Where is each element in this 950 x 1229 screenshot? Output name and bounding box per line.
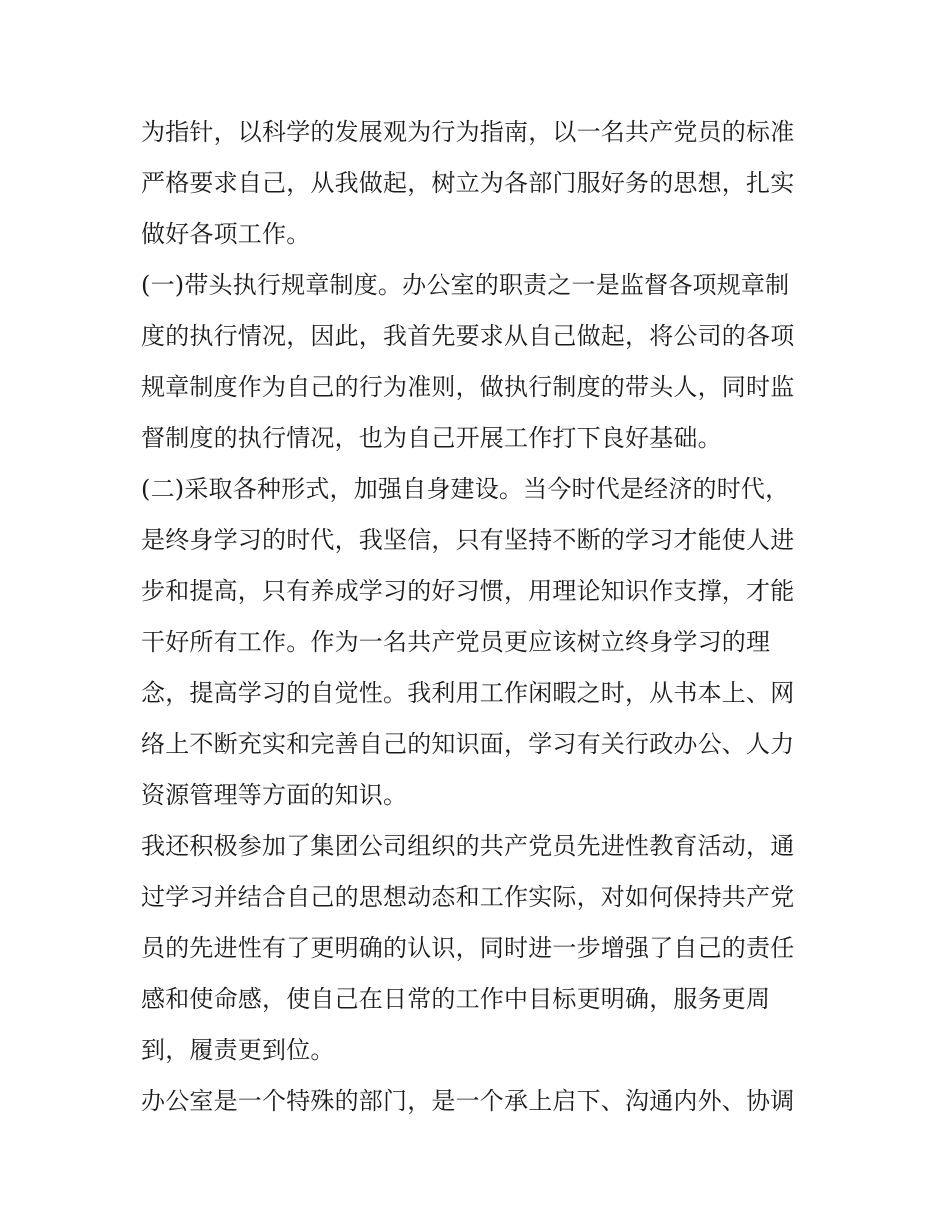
text-line: 规章制度作为自己的行为准则，做执行制度的带头人，同时监 — [141, 373, 795, 401]
text-line: 我还积极参加了集团公司组织的共产党员先进性教育活动，通 — [141, 832, 795, 860]
text-line: 是终身学习的时代，我坚信，只有坚持不断的学习才能使人进 — [141, 526, 795, 554]
text-line: 念，提高学习的自觉性。我利用工作闲暇之时，从书本上、网 — [141, 679, 795, 707]
text-line: 资源管理等方面的知识。 — [141, 781, 408, 809]
text-line: 督制度的执行情况，也为自己开展工作打下良好基础。 — [141, 424, 722, 452]
text-line: (二)采取各种形式，加强自身建设。当今时代是经济的时代， — [141, 475, 790, 503]
text-line: 办公室是一个特殊的部门，是一个承上启下、沟通内外、协调 — [141, 1087, 795, 1115]
text-line: 为指针，以科学的发展观为行为指南，以一名共产党员的标准 — [141, 118, 795, 146]
text-line: 度的执行情况，因此，我首先要求从自己做起，将公司的各项 — [141, 322, 795, 350]
text-line: 严格要求自己，从我做起，树立为各部门服好务的思想，扎实 — [141, 169, 795, 197]
text-line: 到，履责更到位。 — [141, 1036, 335, 1064]
text-line: 过学习并结合自己的思想动态和工作实际，对如何保持共产党 — [141, 883, 795, 911]
text-line: 干好所有工作。作为一名共产党员更应该树立终身学习的理 — [141, 628, 771, 656]
text-line: (一)带头执行规章制度。办公室的职责之一是监督各项规章制 — [141, 271, 790, 299]
text-line: 感和使命感，使自己在日常的工作中目标更明确，服务更周 — [141, 985, 771, 1013]
text-line: 做好各项工作。 — [141, 220, 311, 248]
text-line: 步和提高，只有养成学习的好习惯，用理论知识作支撑，才能 — [141, 577, 795, 605]
text-line: 员的先进性有了更明确的认识，同时进一步增强了自己的责任 — [141, 934, 795, 962]
text-line: 络上不断充实和完善自己的知识面，学习有关行政办公、人力 — [141, 730, 795, 758]
document-body — [141, 107, 821, 1127]
